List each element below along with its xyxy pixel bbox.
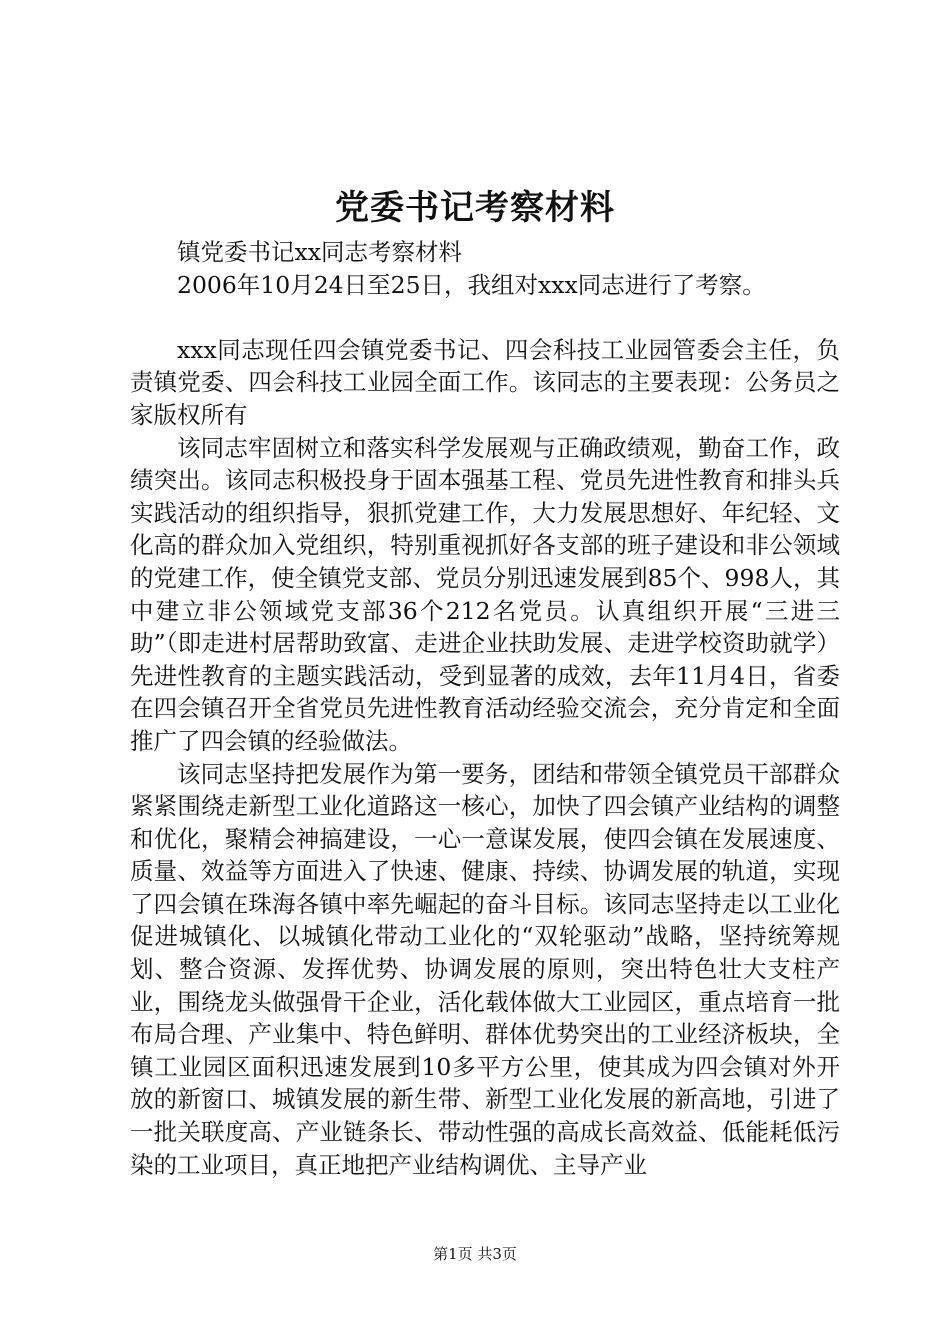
development-paragraph: 该同志坚持把发展作为第一要务，团结和带领全镇党员干部群众紧紧围绕走新型工业化道路这一核心，加快了四会镇产业结构的调整和优化，聚精会神搞建设，一心一意谋发展，使四会镇在发展速度、质量、效益等方面进入了快速、健康、持续、协调发展的轨道，实现了四会镇在珠海各镇中率先崛起的奋斗目标。该同志坚持走以工业化促进城镇化、以城镇化带动工业化的“双轮驱动”战略，坚持统筹规划、整合资源、发挥优势、协调发展的原则，突出特色壮大支柱产业，围绕龙头做强骨干企业，活化载体做大工业园区，重点培育一批布局合理、产业集中、特色鲜明、群体优势突出的工业经济板块，全镇工业园区面积迅速发展到10多平方公里，使其成为四会镇对外开放的新窗口、城镇发展的新生带、新型工业化发展的新高地，引进了一批关联度高、产业链条长、带动性强的高成长高效益、低能耗低污染的工业项目，真正地把产业结构调优、主导产业	[130, 759, 840, 1179]
position-paragraph: xxx同志现任四会镇党委书记、四会科技工业园管委会主任，负责镇党委、四会科技工业园全面工作。该同志的主要表现：公务员之家版权所有	[130, 335, 840, 429]
page-footer: 第1页 共3页	[433, 1245, 517, 1263]
subtitle-paragraph: 镇党委书记xx同志考察材料	[177, 238, 463, 266]
party-building-paragraph: 该同志牢固树立和落实科学发展观与正确政绩观，勤奋工作，政绩突出。该同志积极投身于固本强基工程、党员先进性教育和排头兵实践活动的组织指导，狠抓党建工作，大力发展思想好、年纪轻、文化高的群众加入党组织，特别重视抓好各支部的班子建设和非公领域的党建工作，使全镇党支部、党员分别迅速发展到85个、998人，其中建立非公领域党支部36个212名党员。认真组织开展“三进三助”（即走进村居帮助致富、走进企业扶助发展、走进学校资助就学）先进性教育的主题实践活动，受到显著的成效，去年11月4日，省委在四会镇召开全省党员先进性教育活动经验交流会，充分肯定和全面推广了四会镇的经验做法。	[130, 433, 840, 755]
document-title: 党委书记考察材料	[335, 188, 615, 228]
blank-line	[130, 301, 840, 334]
intro-paragraph: 2006年10月24日至25日，我组对xxx同志进行了考察。	[177, 270, 766, 299]
document-body	[130, 236, 840, 1181]
